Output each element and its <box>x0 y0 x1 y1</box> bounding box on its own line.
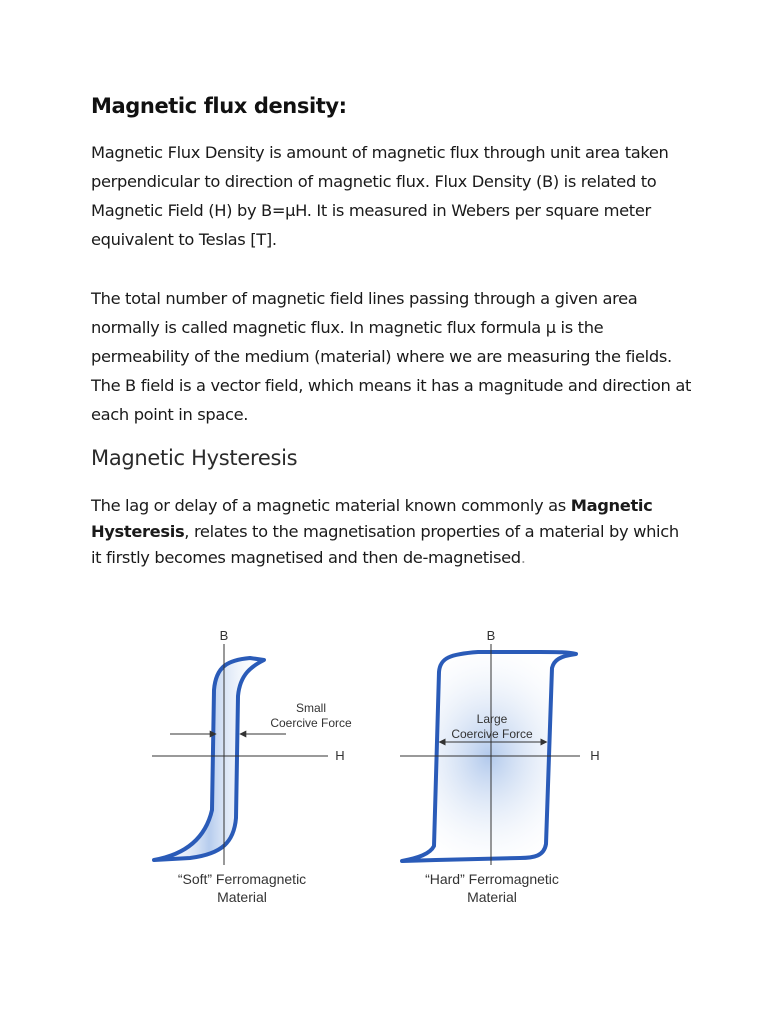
paragraph-hysteresis <box>91 493 691 571</box>
hard-hysteresis-graph <box>400 628 600 905</box>
heading-hysteresis: Magnetic Hysteresis <box>91 446 298 470</box>
soft-caption-line1: “Soft” Ferromagnetic <box>177 871 307 887</box>
soft-note-line1: Small <box>295 701 327 715</box>
soft-loop-fill <box>154 658 264 860</box>
hysteresis-end-dot: . <box>520 548 526 567</box>
soft-b-label: B <box>219 628 229 643</box>
heading-flux-density: Magnetic flux density: <box>91 94 347 118</box>
hard-caption-line1: “Hard” Ferromagnetic <box>425 871 559 887</box>
hard-h-label: H <box>590 748 600 763</box>
soft-h-label: H <box>335 748 345 763</box>
hard-caption-line2: Material <box>467 889 517 905</box>
hysteresis-bold-term: Magnetic Hysteresis <box>91 496 653 541</box>
paragraph-flux-density: Magnetic Flux Density is amount of magnetic flux through unit area taken perpendicular to direction of magnetic flux. Flux Density (B) is related to Magnetic Field (H) by B=µH. It is measured in Webers per square meter equivalent to Teslas [T]. <box>91 143 669 249</box>
hard-b-label: B <box>486 628 496 643</box>
soft-caption-line2: Material <box>217 889 267 905</box>
hard-note-line2: Coercive Force <box>451 727 533 741</box>
hysteresis-text-1: The lag or delay of a magnetic material known commonly as <box>91 496 571 515</box>
hard-note-line1: Large <box>476 712 508 726</box>
hysteresis-figure <box>140 620 620 920</box>
hysteresis-text-2: , relates to the magnetisation properties of a material by which it firstly becomes magnetised and then de-magnetised <box>91 522 679 567</box>
soft-note-line2: Coercive Force <box>270 716 352 730</box>
soft-hysteresis-graph <box>152 628 352 905</box>
paragraph-magnetic-flux: The total number of magnetic field lines passing through a given area normally is called magnetic flux. In magnetic flux formula µ is the permeability of the medium (material) where we are measuring the fields. The B field is a vector field, which means it has a magnitude and direction at each point in space. <box>91 289 691 424</box>
